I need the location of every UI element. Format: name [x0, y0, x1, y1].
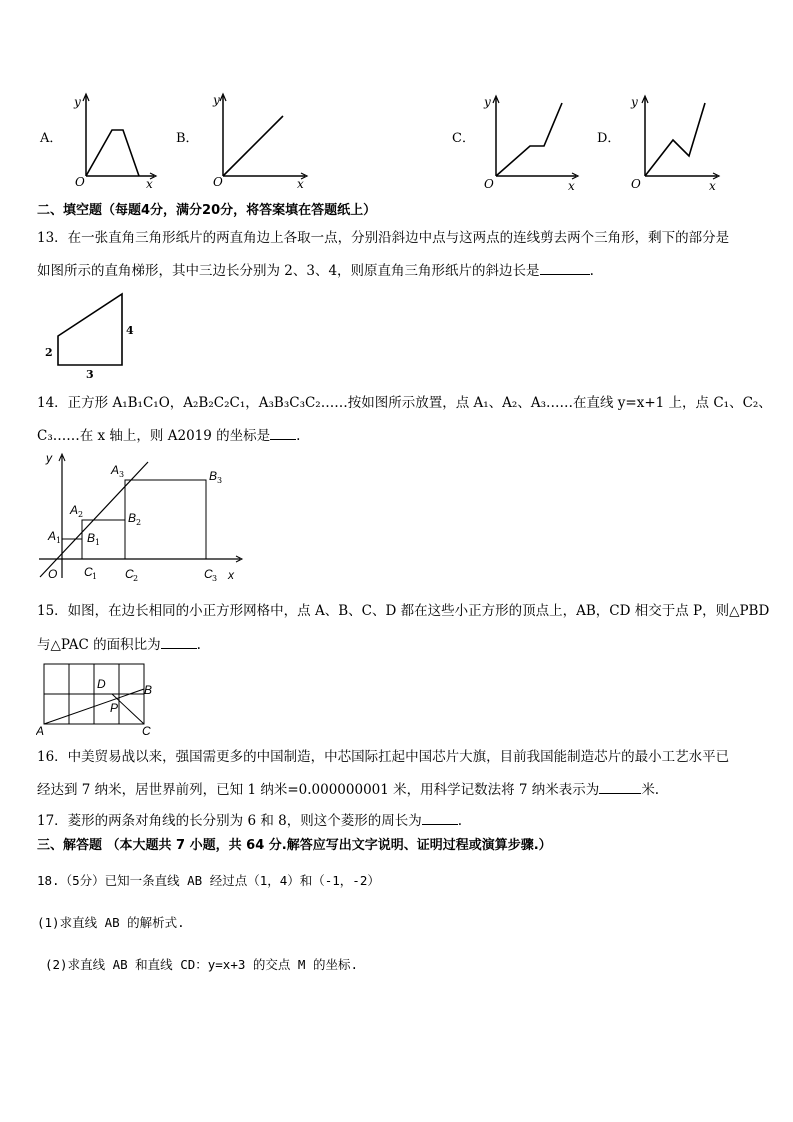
svg-text:O: O — [213, 175, 223, 188]
svg-text:3: 3 — [212, 574, 218, 583]
svg-text:y: y — [484, 95, 491, 109]
option-a-label: A． — [40, 131, 63, 146]
c3-label: C — [204, 567, 213, 581]
option-b-label: B． — [176, 131, 199, 146]
svg-text:O: O — [484, 177, 494, 191]
q17-line: 17．菱形的两条对角线的长分别为 6 和 8，则这个菱形的周长为 . — [37, 810, 462, 830]
q13-line2: 如图所示的直角梯形，其中三边长分别为 2、3、4，则原直角三角形纸片的斜边长是 . — [37, 260, 594, 280]
a1-label: A — [48, 529, 57, 543]
axis-y-label: y — [74, 95, 81, 109]
svg-text:O: O — [48, 567, 58, 581]
q13-answer-blank[interactable] — [540, 260, 590, 275]
q16-line1: 16．中美贸易战以来，强国需更多的中国制造，中芯国际扛起中国芯片大旗，目前我国能制造芯片的最小工艺水平已 — [37, 749, 730, 765]
q18-stem: 18.（5分）已知一条直线 AB 经过点（1，4）和（-1，-2） — [37, 873, 380, 888]
trapezoid-bottom-label: 3 — [86, 368, 94, 378]
q15-line1: 15．如图，在边长相同的小正方形网格中，点 A、B、C、D 都在这些小正方形的顶点上，AB，CD 相交于点 P，则△PBD — [37, 603, 770, 619]
origin-label: O — [75, 175, 85, 188]
q18-part1: (1)求直线 AB 的解析式. — [37, 915, 185, 930]
q14-answer-blank[interactable] — [270, 425, 296, 440]
b3-label: B — [209, 469, 218, 483]
b2-label: B — [128, 511, 137, 525]
svg-text:y: y — [631, 95, 638, 109]
q13-line1: 13．在一张直角三角形纸片的两直角边上各取一点，分别沿斜边中点与这两点的连线剪去两个三角形，剩下的部分是 — [37, 230, 730, 246]
svg-text:x: x — [709, 179, 716, 193]
svg-text:3: 3 — [217, 476, 223, 485]
q14-line2: C₃……在 x 轴上，则 A2019 的坐标是 . — [37, 425, 300, 445]
point-c-label: C — [142, 724, 151, 738]
svg-text:x: x — [228, 568, 234, 582]
trapezoid-right-label: 4 — [126, 324, 134, 337]
svg-text:2: 2 — [133, 574, 139, 583]
q18-part2: (2)求直线 AB 和直线 CD：y=x+3 的交点 M 的坐标. — [45, 957, 359, 972]
svg-text:1: 1 — [95, 538, 101, 547]
point-a-label: A — [36, 724, 45, 738]
q14-squares-figure — [34, 450, 249, 585]
section-3-heading: 三、解答题 （本大题共 7 小题，共 64 分.解答应写出文字说明、证明过程或演算步骤.） — [37, 838, 552, 853]
point-p-label: P — [110, 701, 119, 715]
point-d-label: D — [97, 677, 106, 691]
section-2-heading: 二、填空题（每题4分，满分20分，将答案填在答题纸上） — [37, 203, 377, 218]
trapezoid-left-label: 2 — [45, 346, 53, 359]
q13-trapezoid-figure — [40, 288, 140, 378]
option-d-label: D． — [597, 131, 621, 146]
q17-answer-blank[interactable] — [422, 810, 458, 825]
a3-label: A — [111, 463, 120, 477]
svg-text:2: 2 — [136, 518, 142, 527]
svg-text:y: y — [46, 451, 52, 465]
q15-grid-figure — [36, 658, 161, 738]
svg-text:2: 2 — [78, 510, 84, 519]
q13-line2-text: 如图所示的直角梯形，其中三边长分别为 2、3、4，则原直角三角形纸片的斜边长是 — [37, 263, 540, 279]
q14-line1: 14．正方形 A₁B₁C₁O，A₂B₂C₂C₁，A₃B₃C₃C₂……按如图所示放置，点 A₁、A₂、A₃……在直线 y=x+1 上，点 C₁、C₂、 — [37, 395, 772, 411]
svg-text:1: 1 — [92, 572, 98, 581]
q15-line2: 与△PAC 的面积比为 . — [37, 634, 201, 654]
c2-label: C — [125, 567, 134, 581]
svg-text:x: x — [568, 179, 575, 193]
axis-x-label: x — [146, 177, 153, 188]
option-d-graph — [625, 88, 725, 193]
svg-text:y: y — [213, 93, 220, 107]
option-c-label: C． — [452, 131, 475, 146]
q15-answer-blank[interactable] — [161, 634, 197, 649]
svg-text:x: x — [297, 177, 304, 188]
svg-text:O: O — [631, 177, 641, 191]
q16-answer-blank[interactable] — [599, 779, 641, 794]
option-b-graph — [205, 88, 315, 188]
point-b-label: B — [144, 683, 153, 697]
b1-label: B — [87, 531, 96, 545]
option-c-graph — [480, 88, 590, 193]
a2-label: A — [70, 503, 79, 517]
q16-line2: 经达到 7 纳米，居世界前列，已知 1 纳米=0.000000001 米，用科学记数法将 7 纳米表示为 米. — [37, 779, 659, 799]
c1-label: C — [84, 565, 93, 579]
q12-options-row — [0, 88, 793, 198]
svg-text:1: 1 — [56, 536, 62, 545]
svg-text:3: 3 — [119, 470, 125, 479]
option-a-graph — [70, 88, 160, 188]
